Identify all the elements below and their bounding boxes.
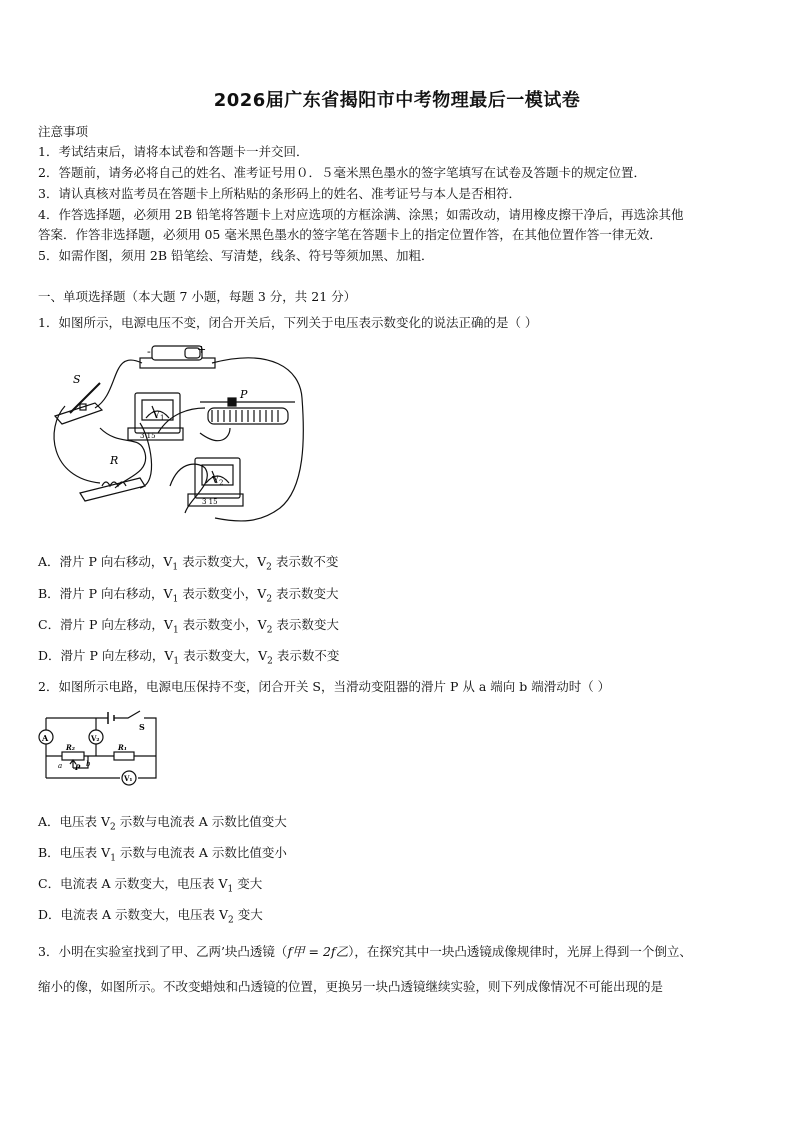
label-s: S: [73, 373, 81, 386]
label-v1-sub: 1: [160, 414, 165, 422]
label-r1: R₁: [118, 743, 127, 752]
q1-option-c: C．滑片 P 向左移动，$V_1$ 表示数变小，$V_2$ 表示数变大: [38, 617, 339, 636]
q1-stem: 1．如图所示，电源电压不变，闭合开关后，下列关于电压表示数变化的说法正确的是（ ）: [38, 315, 538, 330]
q2-circuit-figure: [38, 708, 163, 793]
label-minus: -: [147, 345, 151, 358]
notice-item: 3．请认真核对监考员在答题卡上所粘贴的条形码上的姓名、准考证号与本人是否相符．: [38, 186, 521, 201]
label-v1-meter: V₁: [124, 774, 133, 783]
label-v2-sub: 2: [219, 479, 224, 487]
label-a-end: a: [58, 762, 63, 770]
q1-option-d: D．滑片 P 向左移动，$V_1$ 表示数变大，$V_2$ 表示数不变: [38, 648, 340, 667]
q1-option-b: B．滑片 P 向右移动，$V_1$ 表示数变小，$V_2$ 表示数变大: [38, 586, 339, 605]
notice-item: 2．答题前，请务必将自己的姓名、准考证号用０．５毫米黑色墨水的签字笔填写在试卷及答题卡的规定位置．: [38, 165, 646, 180]
notice-item: 5．如需作图，须用 2B 铅笔绘、写清楚，线条、符号等须加黑、加粗．: [38, 248, 434, 263]
label-v2: V: [212, 476, 219, 486]
q2-option-d: D．电流表 A 示数变大，电压表 $V_2$ 变大: [38, 907, 263, 926]
q2-option-a: A．电压表 $V_2$ 示数与电流表 A 示数比值变大: [38, 814, 287, 833]
page-title: 2026届广东省揭阳市中考物理最后一模试卷: [213, 90, 581, 111]
label-p: P: [75, 763, 81, 772]
label-plus: +: [197, 343, 207, 356]
q1-option-a: A．滑片 P 向右移动，$V_1$ 表示数变大，$V_2$ 表示数不变: [38, 554, 339, 573]
q3-line2: 缩小的像，如图所示。不改变蜡烛和凸透镜的位置，更换另一块凸透镜继续实验，则下列成像情况不可能出现的是: [38, 979, 664, 994]
q3-formula: f甲 = 2f乙: [287, 944, 349, 959]
label-ammeter: A: [42, 733, 49, 743]
q1-circuit-figure: [40, 338, 320, 528]
label-r: R: [110, 454, 119, 467]
label-v1: V: [153, 411, 160, 421]
label-r2: R₂: [66, 743, 75, 752]
label-p: P: [240, 388, 248, 401]
label-v2-meter: V₂: [91, 734, 100, 743]
q2-stem: 2．如图所示电路，电源电压保持不变，闭合开关 S，当滑动变阻器的滑片 P 从 a 端向 b 端滑动时（ ）: [38, 679, 611, 694]
q3-line1: 3．小明在实验室找到了甲、乙两’块凸透镜（f甲 = 2f乙），在探究其中一块凸透镜成像规律时，光屏上得到一个倒立、: [38, 944, 692, 959]
notice-item: 答案．作答非选择题，必须用 05 毫米黑色墨水的签字笔在答题卡上的指定位置作答，在其他位置作答一律无效．: [38, 227, 662, 242]
label-v2-terminals: 3 15: [202, 498, 218, 506]
notice-item: 1．考试结束后，请将本试卷和答题卡一并交回．: [38, 144, 309, 159]
label-v1-terminals: 3 15: [140, 432, 156, 440]
label-switch-s: S: [139, 722, 145, 732]
section-heading: 一、单项选择题（本大题 7 小题，每题 3 分，共 21 分）: [38, 289, 357, 304]
q2-option-b: B．电压表 $V_1$ 示数与电流表 A 示数比值变小: [38, 845, 287, 864]
notice-item: 4．作答选择题，必须用 2B 铅笔将答题卡上对应选项的方框涂满、涂黑；如需改动，请用橡皮擦干净后，再选涂其他: [38, 207, 684, 222]
label-b-end: b: [86, 760, 91, 768]
q2-option-c: C．电流表 A 示数变大，电压表 $V_1$ 变大: [38, 876, 263, 895]
notice-heading: 注意事项: [38, 124, 89, 139]
